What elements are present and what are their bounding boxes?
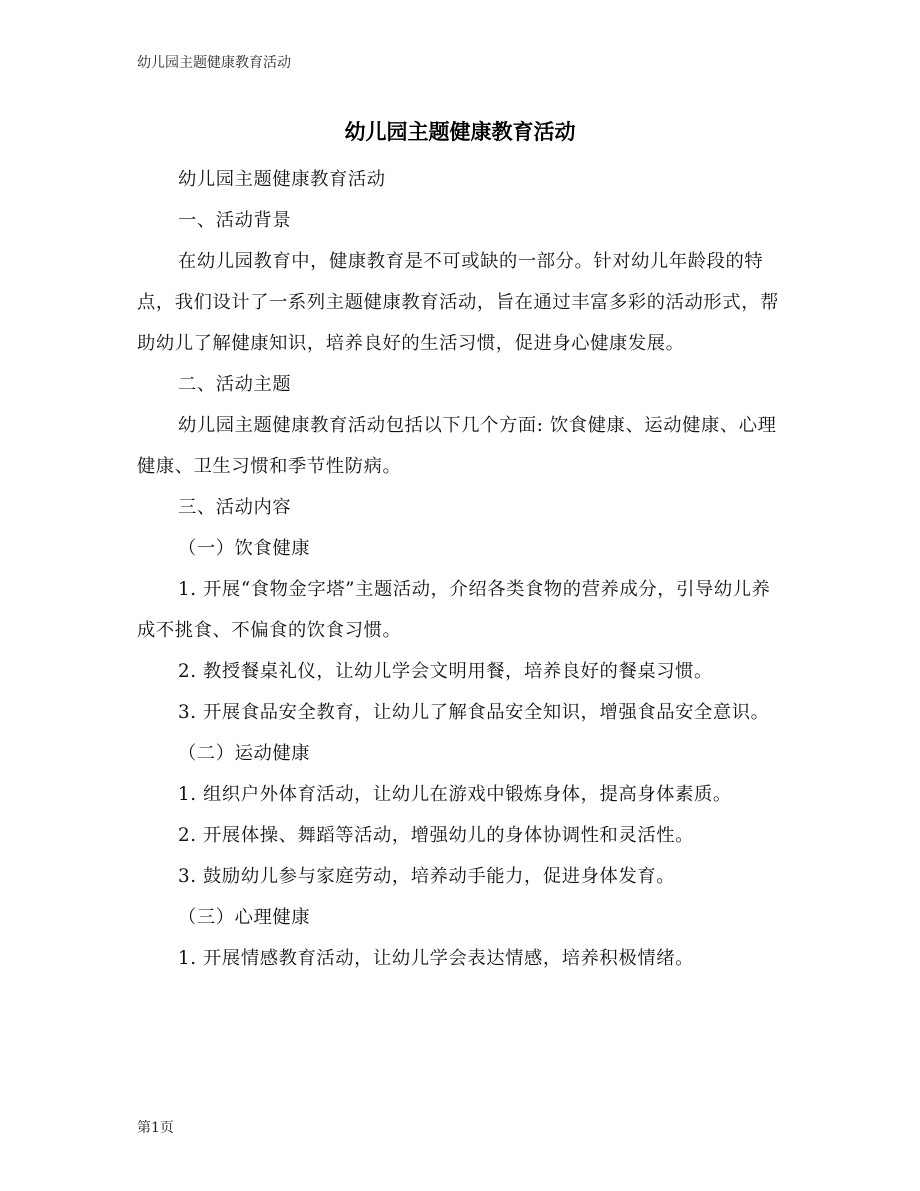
list-item: 1. 开展“食物金字塔”主题活动，介绍各类食物的营养成分，引导幼儿养成不挑食、不偏食的饮食习惯。 bbox=[137, 579, 771, 641]
subheading-diet: （一）饮食健康 bbox=[178, 538, 311, 559]
list-item: 3. 鼓励幼儿参与家庭劳动，培养动手能力，促进身体发育。 bbox=[178, 866, 676, 887]
page-title: 幼儿园主题健康教育活动 bbox=[344, 120, 576, 144]
document-body bbox=[137, 159, 787, 979]
paragraph-background: 在幼儿园教育中，健康教育是不可或缺的一部分。针对幼儿年龄段的特点，我们设计了一系列主题健康教育活动，旨在通过丰富多彩的活动形式，帮助幼儿了解健康知识，培养良好的生活习惯，促进身心健康发展。 bbox=[137, 251, 779, 354]
paragraph-intro: 幼儿园主题健康教育活动 bbox=[178, 169, 386, 190]
page-number: 第1页 bbox=[137, 1120, 174, 1136]
list-item: 3. 开展食品安全教育，让幼儿了解食品安全知识，增强食品安全意识。 bbox=[178, 702, 770, 723]
list-item: 2. 开展体操、舞蹈等活动，增强幼儿的身体协调性和灵活性。 bbox=[178, 825, 694, 846]
list-item: 2. 教授餐桌礼仪，让幼儿学会文明用餐，培养良好的餐桌习惯。 bbox=[178, 661, 713, 682]
heading-content: 三、活动内容 bbox=[178, 497, 292, 518]
running-header: 幼儿园主题健康教育活动 bbox=[137, 55, 291, 71]
heading-background: 一、活动背景 bbox=[178, 210, 292, 231]
subheading-mental: （三）心理健康 bbox=[178, 907, 311, 928]
list-item: 1. 组织户外体育活动，让幼儿在游戏中锻炼身体，提高身体素质。 bbox=[178, 784, 732, 805]
paragraph-theme: 幼儿园主题健康教育活动包括以下几个方面: 饮食健康、运动健康、心理健康、卫生习惯和季节性防病。 bbox=[137, 415, 777, 477]
subheading-exercise: （二）运动健康 bbox=[178, 743, 311, 764]
list-item: 1. 开展情感教育活动，让幼儿学会表达情感，培养积极情绪。 bbox=[178, 948, 694, 969]
heading-theme: 二、活动主题 bbox=[178, 374, 292, 395]
